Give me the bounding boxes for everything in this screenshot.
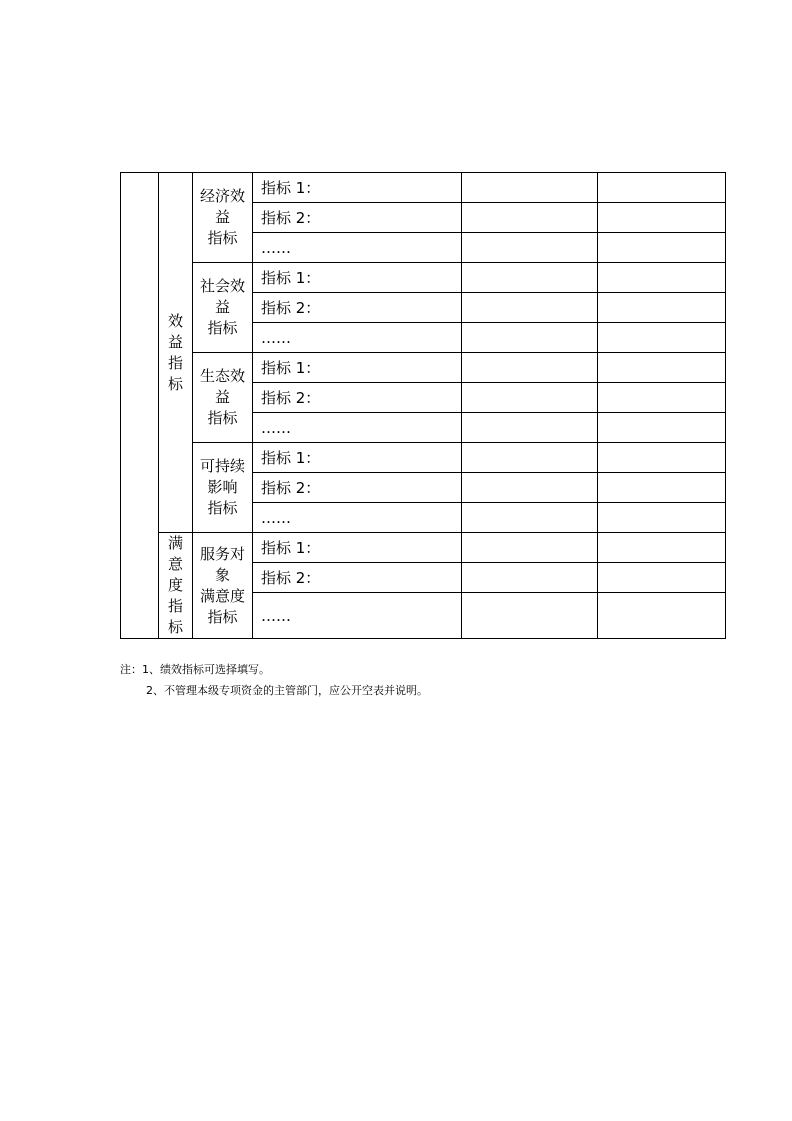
satisfaction-indicator-group: 满意度指标 <box>159 533 193 639</box>
value-cell[interactable] <box>598 323 726 353</box>
value-cell[interactable] <box>462 473 598 503</box>
indicator-cell: 指标 2： <box>253 293 462 323</box>
value-cell[interactable] <box>598 533 726 563</box>
indicator-cell: 指标 1： <box>253 263 462 293</box>
performance-indicator-table <box>120 172 726 639</box>
value-cell[interactable] <box>462 293 598 323</box>
table-row <box>121 173 726 203</box>
value-cell[interactable] <box>598 383 726 413</box>
note-line-1: 注：1、绩效指标可选择填写。 <box>120 663 270 676</box>
value-cell[interactable] <box>462 173 598 203</box>
value-cell[interactable] <box>462 323 598 353</box>
notes <box>120 659 428 701</box>
value-cell[interactable] <box>598 203 726 233</box>
indicator-cell: 指标 1： <box>253 353 462 383</box>
benefit-indicator-group: 效益指标 <box>159 173 193 533</box>
value-cell[interactable] <box>598 293 726 323</box>
value-cell[interactable] <box>462 503 598 533</box>
indicator-cell: 指标 1： <box>253 443 462 473</box>
value-cell[interactable] <box>462 563 598 593</box>
ecological-benefit-label: 生态效 益 指标 <box>193 353 253 443</box>
indicator-cell: …… <box>253 233 462 263</box>
value-cell[interactable] <box>598 473 726 503</box>
social-benefit-label: 社会效 益 指标 <box>193 263 253 353</box>
indicator-cell: 指标 2： <box>253 203 462 233</box>
value-cell[interactable] <box>462 443 598 473</box>
value-cell[interactable] <box>462 413 598 443</box>
value-cell[interactable] <box>598 173 726 203</box>
indicator-cell: 指标 2： <box>253 473 462 503</box>
note-line-2: 2、不管理本级专项资金的主管部门，应公开空表并说明。 <box>146 684 428 697</box>
indicator-cell: …… <box>253 413 462 443</box>
value-cell[interactable] <box>462 263 598 293</box>
value-cell[interactable] <box>462 533 598 563</box>
economic-benefit-label: 经济效 益 指标 <box>193 173 253 263</box>
value-cell[interactable] <box>462 203 598 233</box>
value-cell[interactable] <box>462 353 598 383</box>
value-cell[interactable] <box>462 383 598 413</box>
indicator-cell: …… <box>253 323 462 353</box>
table-row <box>121 443 726 473</box>
value-cell[interactable] <box>598 413 726 443</box>
indicator-cell: …… <box>253 503 462 533</box>
indicator-cell: 指标 2： <box>253 563 462 593</box>
indicator-cell: …… <box>253 593 462 639</box>
value-cell[interactable] <box>598 563 726 593</box>
value-cell[interactable] <box>598 353 726 383</box>
indicator-cell: 指标 1： <box>253 533 462 563</box>
sustainable-impact-label: 可持续 影响 指标 <box>193 443 253 533</box>
table-row <box>121 263 726 293</box>
table-row <box>121 353 726 383</box>
value-cell[interactable] <box>598 263 726 293</box>
value-cell[interactable] <box>462 233 598 263</box>
service-satisfaction-label: 服务对 象 满意度 指标 <box>193 533 253 639</box>
indicator-cell: 指标 1： <box>253 173 462 203</box>
value-cell[interactable] <box>598 593 726 639</box>
value-cell[interactable] <box>598 443 726 473</box>
indicator-cell: 指标 2： <box>253 383 462 413</box>
table-row <box>121 533 726 563</box>
value-cell[interactable] <box>462 593 598 639</box>
value-cell[interactable] <box>598 233 726 263</box>
value-cell[interactable] <box>598 503 726 533</box>
level1-cell <box>121 173 159 639</box>
